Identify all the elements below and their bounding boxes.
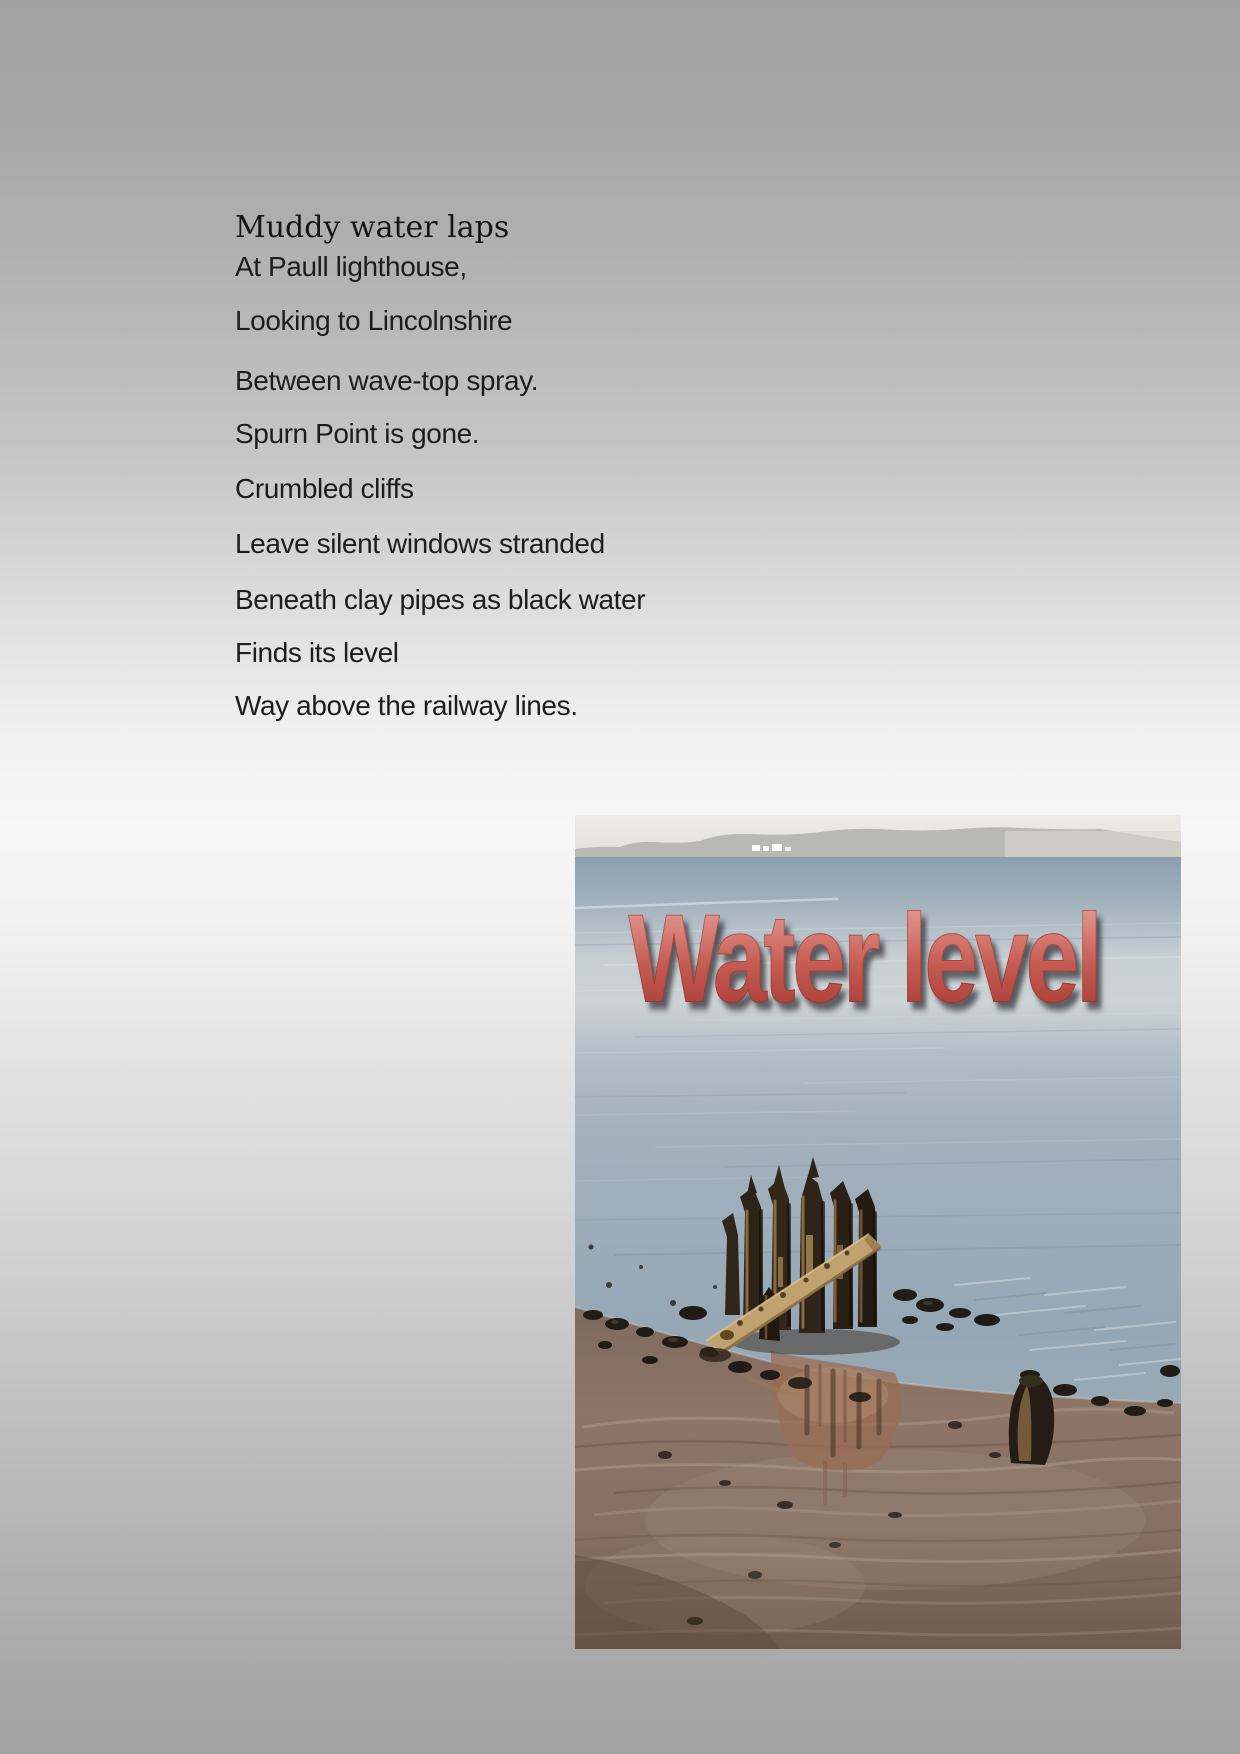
poem-line: Finds its level (235, 637, 399, 668)
poem-line: Looking to Lincolnshire (235, 305, 513, 336)
poem-line: Leave silent windows stranded (235, 528, 605, 559)
poem-line: Spurn Point is gone. (235, 418, 480, 449)
photo-title: Water level (616, 887, 1113, 1031)
poem-line: Way above the railway lines. (235, 690, 578, 721)
poem-line: Crumbled cliffs (235, 473, 414, 504)
poem-line: Between wave-top spray. (235, 365, 539, 396)
poem-line: At Paull lighthouse, (235, 251, 467, 282)
photo-water-level (575, 815, 1181, 1649)
poem-line: Beneath clay pipes as black water (235, 584, 646, 615)
poem-line: Muddy water laps (235, 210, 510, 245)
